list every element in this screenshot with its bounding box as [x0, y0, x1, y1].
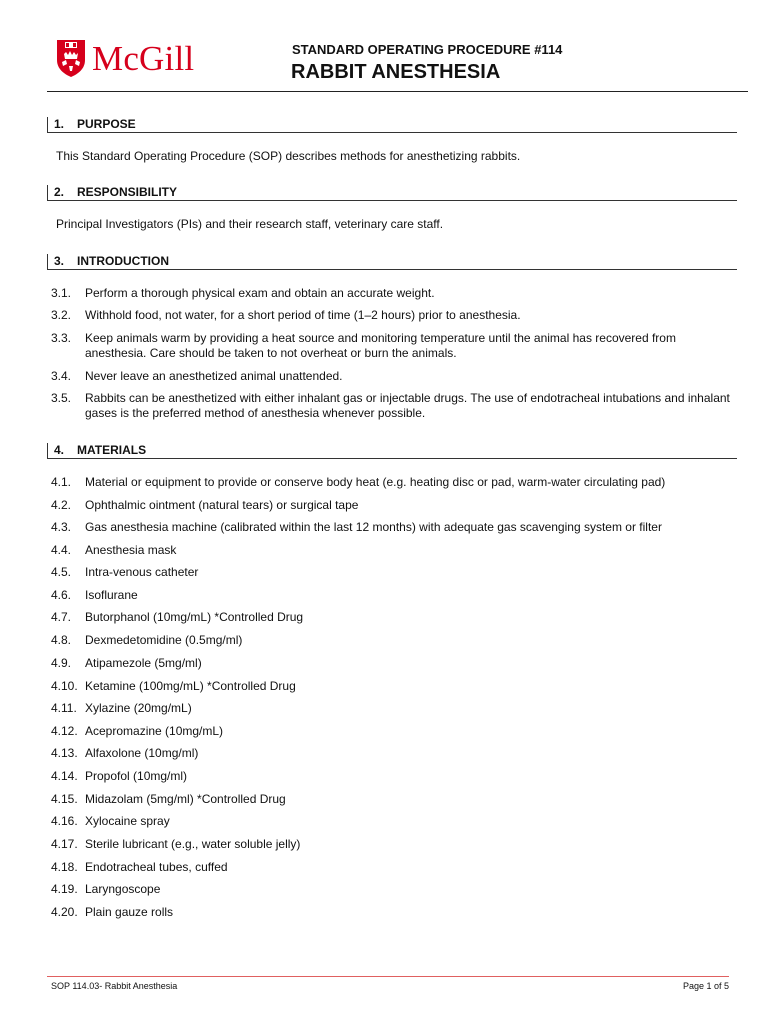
list-item-text: Acepromazine (10mg/mL) [85, 724, 224, 738]
list-item-number: 3.5. [51, 391, 72, 405]
list-item-text: Xylocaine spray [85, 814, 170, 828]
section-number: 1. [54, 117, 65, 131]
section-heading-materials [47, 443, 737, 459]
list-item-number: 4.17. [51, 837, 78, 851]
mcgill-shield-icon [56, 38, 86, 78]
list-item-text: Isoflurane [85, 588, 138, 602]
footer-document-id: SOP 114.03- Rabbit Anesthesia [51, 981, 178, 991]
list-item-text: Butorphanol (10mg/mL) *Controlled Drug [85, 610, 304, 624]
list-item [51, 520, 731, 535]
header-divider [47, 91, 748, 92]
list-item-number: 3.3. [51, 331, 72, 345]
list-item [51, 286, 731, 301]
list-item [51, 331, 731, 361]
list-item-text: Keep animals warm by providing a heat source and monitoring temperature until the animal has recovered from anesthesia. Care should be taken to not overheat or burn the animals. [85, 331, 676, 360]
list-item [51, 679, 731, 694]
list-item [51, 475, 731, 490]
list-item [51, 837, 731, 852]
section-heading-responsibility [47, 185, 737, 201]
page-title: RABBIT ANESTHESIA [291, 61, 501, 83]
list-item [51, 565, 731, 580]
list-item-text: Never leave an anesthetized animal unattended. [85, 369, 343, 383]
list-item-text: Dexmedetomidine (0.5mg/ml) [85, 633, 243, 647]
section-number: 2. [54, 185, 65, 199]
list-item-number: 4.14. [51, 769, 78, 783]
list-item-number: 3.4. [51, 369, 72, 383]
section-title: PURPOSE [77, 117, 136, 131]
list-item-number: 4.5. [51, 565, 72, 579]
list-item-text: Withhold food, not water, for a short period of time (1–2 hours) prior to anesthesia. [85, 308, 521, 322]
list-item-text: Xylazine (20mg/mL) [85, 701, 192, 715]
list-item [51, 369, 731, 384]
footer-page-number: Page 1 of 5 [682, 981, 729, 991]
list-item [51, 882, 731, 897]
list-item [51, 543, 731, 558]
list-item-number: 4.15. [51, 792, 78, 806]
list-item [51, 308, 731, 323]
list-item [51, 724, 731, 739]
list-item-number: 4.10. [51, 679, 78, 693]
list-item-number: 3.1. [51, 286, 72, 300]
list-item-number: 4.19. [51, 882, 78, 896]
list-item [51, 498, 731, 513]
mcgill-logo [56, 38, 194, 78]
section-heading-purpose [47, 117, 737, 133]
section-number: 3. [54, 254, 65, 268]
logo-wordmark: McGill [92, 38, 195, 78]
list-item [51, 656, 731, 671]
list-item-text: Propofol (10mg/ml) [85, 769, 188, 783]
list-item [51, 701, 731, 716]
list-item [51, 588, 731, 603]
list-item [51, 860, 731, 875]
list-item-number: 4.4. [51, 543, 72, 557]
list-item-number: 4.16. [51, 814, 78, 828]
sop-number: STANDARD OPERATING PROCEDURE #114 [292, 42, 563, 57]
list-item-text: Gas anesthesia machine (calibrated within the last 12 months) with adequate gas scavenging system or filter [85, 520, 662, 534]
list-item-number: 4.11. [51, 701, 77, 715]
list-item-text: Sterile lubricant (e.g., water soluble jelly) [85, 837, 301, 851]
section-number: 4. [54, 443, 65, 457]
list-item-number: 4.12. [51, 724, 78, 738]
footer-divider [47, 976, 729, 977]
document-header [0, 0, 768, 92]
list-item-text: Material or equipment to provide or conserve body heat (e.g. heating disc or pad, warm-water circulating pad) [85, 475, 666, 489]
list-item-text: Midazolam (5mg/ml) *Controlled Drug [85, 792, 286, 806]
list-item [51, 792, 731, 807]
list-item-number: 4.8. [51, 633, 72, 647]
list-item [51, 905, 731, 920]
list-item [51, 391, 731, 421]
list-item [51, 746, 731, 761]
list-item-text: Perform a thorough physical exam and obtain an accurate weight. [85, 286, 435, 300]
list-item [51, 610, 731, 625]
section-heading-introduction [47, 254, 737, 270]
list-item-text: Intra-venous catheter [85, 565, 199, 579]
list-item-number: 4.6. [51, 588, 72, 602]
list-item-text: Rabbits can be anesthetized with either inhalant gas or injectable drugs. The use of endotracheal intubations and inhalant gases is the preferred method of anesthesia whenever possible. [85, 391, 730, 420]
list-item [51, 633, 731, 648]
list-item-text: Alfaxolone (10mg/ml) [85, 746, 199, 760]
list-item-number: 4.3. [51, 520, 72, 534]
list-item [51, 769, 731, 784]
section-title: RESPONSIBILITY [77, 185, 178, 199]
list-item-number: 4.18. [51, 860, 78, 874]
list-item-number: 4.9. [51, 656, 72, 670]
list-item-number: 4.20. [51, 905, 78, 919]
list-item-number: 4.1. [51, 475, 72, 489]
list-item-text: Atipamezole (5mg/ml) [85, 656, 202, 670]
list-item-number: 4.2. [51, 498, 72, 512]
list-item-text: Laryngoscope [85, 882, 161, 896]
purpose-text: This Standard Operating Procedure (SOP) describes methods for anesthetizing rabbits. [56, 149, 521, 163]
list-item-text: Ketamine (100mg/mL) *Controlled Drug [85, 679, 296, 693]
list-item-text: Anesthesia mask [85, 543, 177, 557]
list-item [51, 814, 731, 829]
list-item-text: Ophthalmic ointment (natural tears) or surgical tape [85, 498, 359, 512]
list-item-text: Plain gauze rolls [85, 905, 174, 919]
list-item-text: Endotracheal tubes, cuffed [85, 860, 228, 874]
responsibility-text: Principal Investigators (PIs) and their research staff, veterinary care staff. [56, 217, 444, 231]
list-item-number: 4.13. [51, 746, 78, 760]
section-title: MATERIALS [77, 443, 147, 457]
section-title: INTRODUCTION [77, 254, 169, 268]
list-item-number: 4.7. [51, 610, 72, 624]
list-item-number: 3.2. [51, 308, 72, 322]
